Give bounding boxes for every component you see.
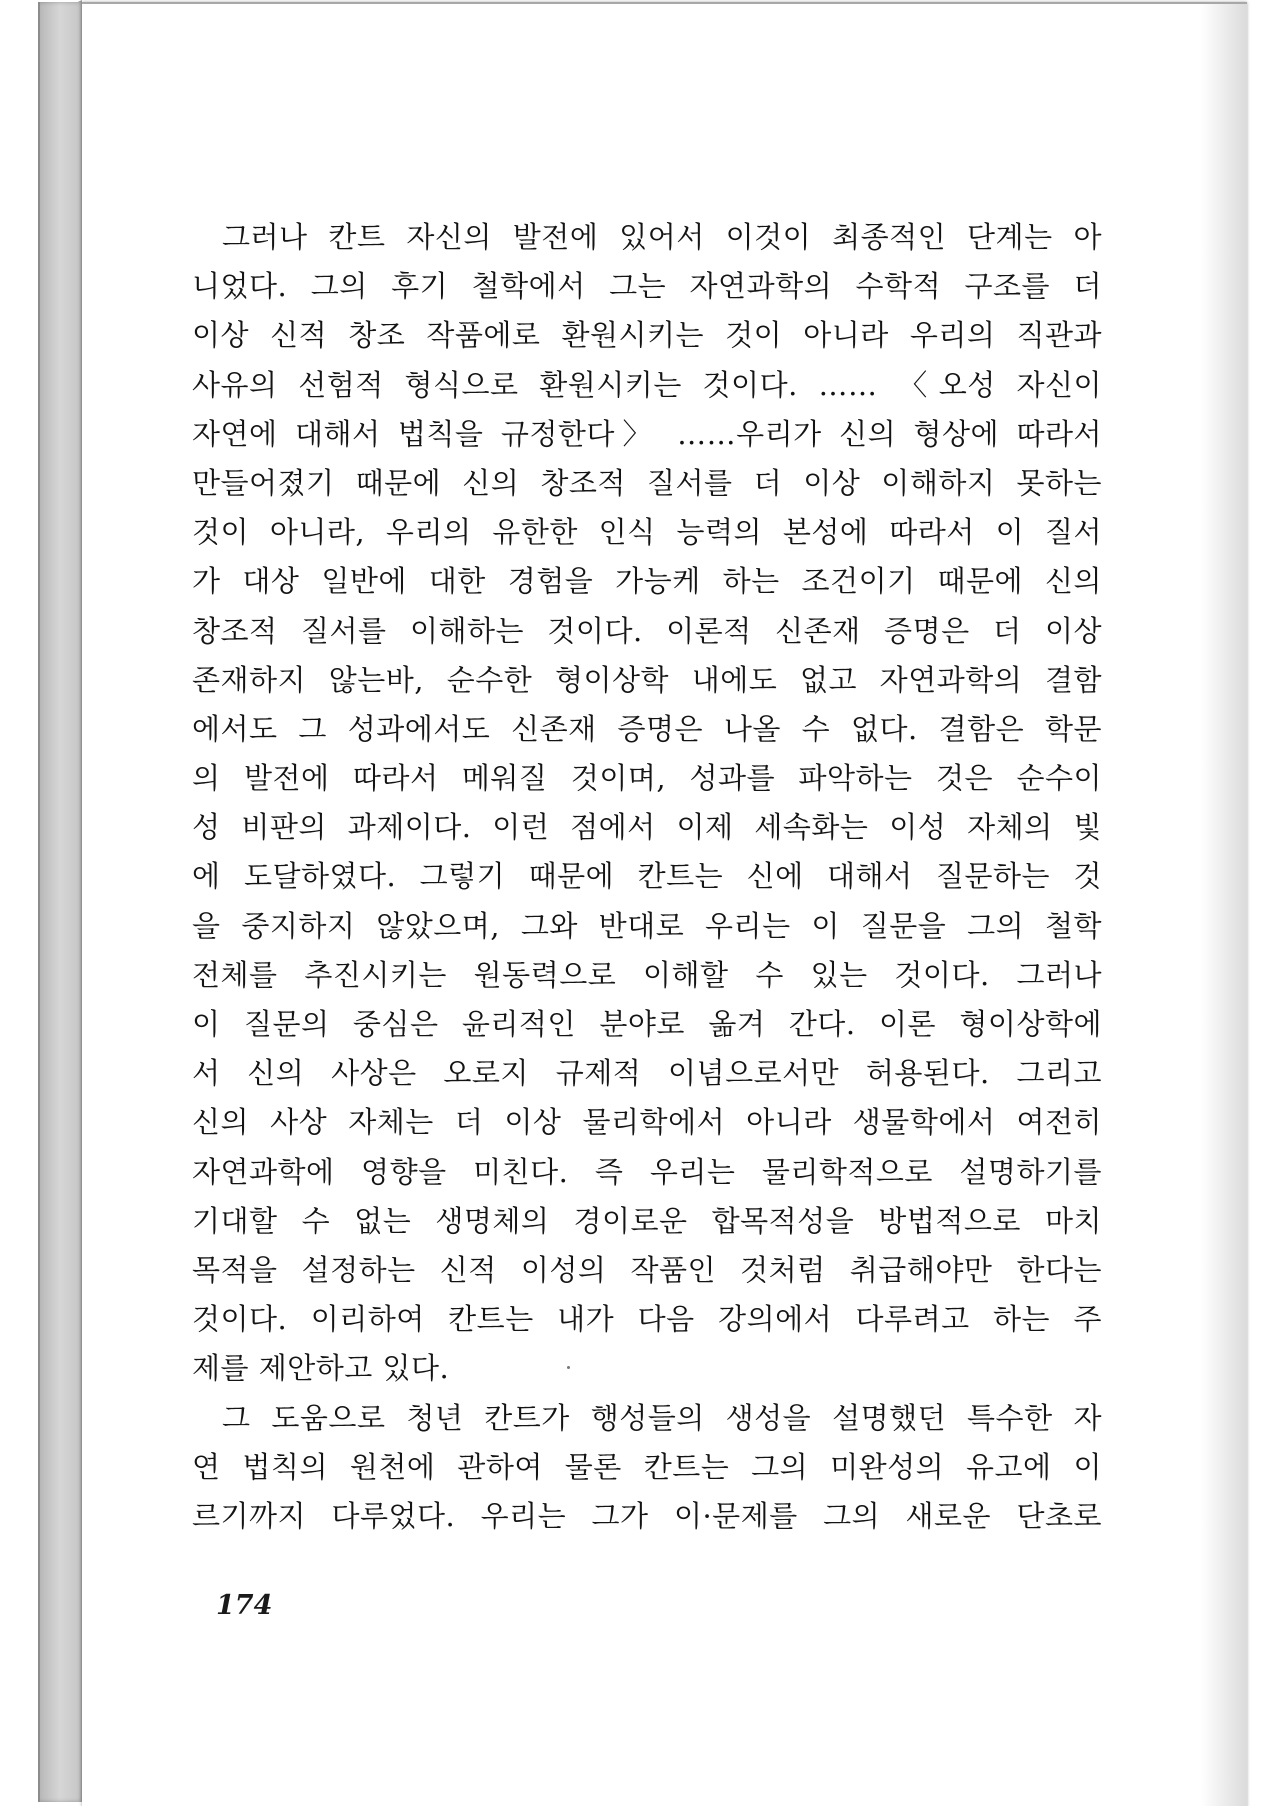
print-speck (567, 1366, 570, 1369)
text-line: 창조적 질서를 이해하는 것이다. 이론적 신존재 증명은 더 이상 (192, 613, 1102, 648)
text-line: 목적을 설정하는 신적 이성의 작품인 것처럼 취급해야만 한다는 (192, 1252, 1102, 1287)
text-line: 전체를 추진시키는 원동력으로 이해할 수 있는 것이다. 그러나 (192, 957, 1102, 992)
text-line: 이상 신적 창조 작품에로 환원시키는 것이 아니라 우리의 직관과 (192, 318, 1102, 353)
page-edge-shadow (1201, 4, 1247, 1806)
text-line: 것이다. 이리하여 칸트는 내가 다음 강의에서 다루려고 하는 주 (192, 1302, 1102, 1337)
text-line: 에서도 그 성과에서도 신존재 증명은 나올 수 없다. 결함은 학문 (192, 711, 1102, 746)
text-line: 에 도달하였다. 그렇기 때문에 칸트는 신에 대해서 질문하는 것 (192, 859, 1102, 894)
text-line: 그 도움으로 청년 칸트가 행성들의 생성을 설명했던 특수한 자 (222, 1400, 1102, 1435)
text-line: 만들어졌기 때문에 신의 창조적 질서를 더 이상 이해하지 못하는 (192, 465, 1102, 500)
text-line: 가 대상 일반에 대한 경험을 가능케 하는 조건이기 때문에 신의 (192, 564, 1102, 599)
text-line: 것이 아니라, 우리의 유한한 인식 능력의 본성에 따라서 이 질서 (192, 515, 1102, 550)
text-line: 의 발전에 따라서 메워질 것이며, 성과를 파악하는 것은 순수이 (192, 761, 1102, 796)
text-line: 존재하지 않는바, 순수한 형이상학 내에도 없고 자연과학의 결함 (192, 662, 1102, 697)
text-line: 그러나 칸트 자신의 발전에 있어서 이것이 최종적인 단계는 아 (222, 220, 1102, 254)
text-line: 을 중지하지 않았으며, 그와 반대로 우리는 이 질문을 그의 철학 (192, 908, 1102, 943)
text-line: 르기까지 다루었다. 우리는 그가 이·문제를 그의 새로운 단초로 (192, 1498, 1102, 1533)
text-line: 이 질문의 중심은 윤리적인 분야로 옮겨 간다. 이론 형이상학에 (192, 1007, 1102, 1041)
text-line: 신의 사상 자체는 더 이상 물리학에서 아니라 생물학에서 여전히 (192, 1105, 1102, 1140)
text-line: 서 신의 사상은 오로지 규제적 이념으로서만 허용된다. 그리고 (192, 1056, 1102, 1091)
book-spine-edge (38, 2, 84, 1802)
text-line: 자연과학에 영향을 미친다. 즉 우리는 물리학적으로 설명하기를 (192, 1154, 1102, 1189)
text-line: 니었다. 그의 후기 철학에서 그는 자연과학의 수학적 구조를 더 (192, 269, 1102, 304)
text-line: 기대할 수 없는 생명체의 경이로운 합목적성을 방법적으로 마치 (192, 1203, 1102, 1238)
text-line: 연 법칙의 원천에 관하여 물론 칸트는 그의 미완성의 유고에 이 (192, 1449, 1102, 1484)
text-line: 자연에 대해서 법칙을 규정한다〉 ……우리가 신의 형상에 따라서 (192, 416, 1102, 451)
page-number: 174 (216, 1590, 273, 1621)
body-text (192, 213, 1102, 1541)
text-line: 성 비판의 과제이다. 이런 점에서 이제 세속화는 이성 자체의 빛 (192, 810, 1102, 845)
text-line: 사유의 선험적 형식으로 환원시키는 것이다. …… 〈오성 자신이 (192, 367, 1102, 402)
text-line: 제를 제안하고 있다. (192, 1351, 450, 1386)
